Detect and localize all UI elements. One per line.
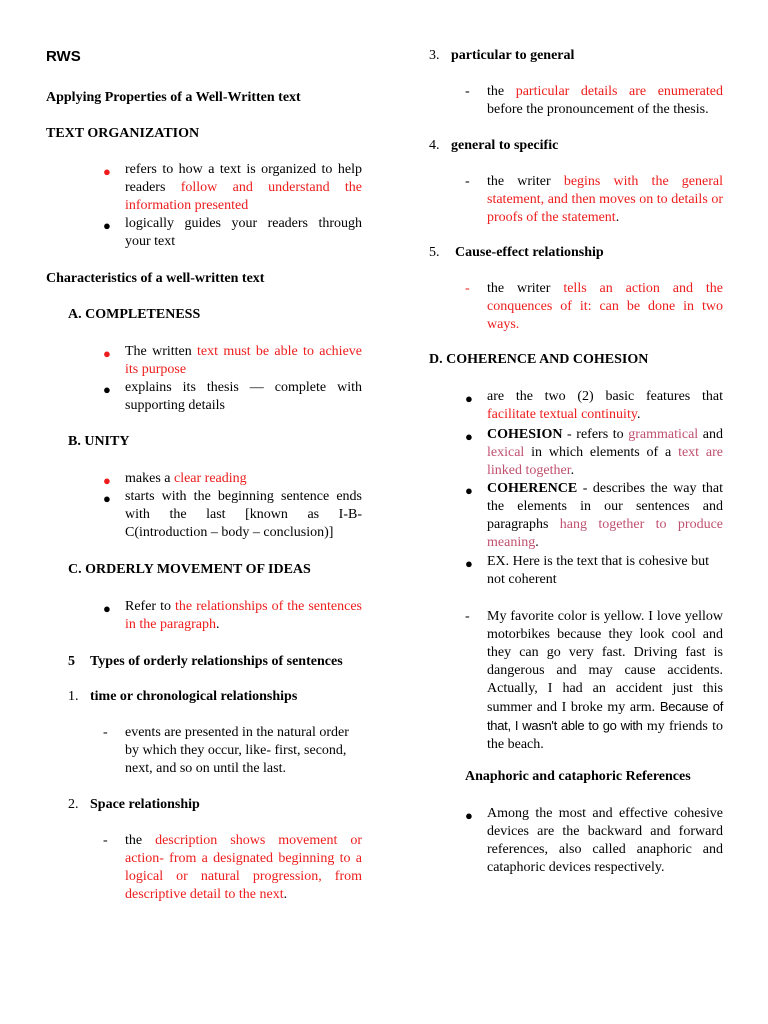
- orderly-bullet-1: Refer to the relationships of the sentences in the paragraph.: [125, 599, 362, 632]
- cohesion-bullet: COHESION - refers to grammatical and lexical in which elements of a text are linked together.: [487, 427, 724, 478]
- bullet-icon: ●: [465, 429, 473, 444]
- bullet-icon: ●: [103, 346, 111, 361]
- dash-icon: -: [103, 833, 108, 848]
- bullet-icon: ●: [103, 382, 111, 397]
- list-num-5: 5.: [429, 245, 440, 260]
- heading-anaphoric: Anaphoric and cataphoric References: [465, 769, 691, 784]
- heading-general-specific: general to specific: [451, 138, 559, 153]
- completeness-bullet-1: The written text must be able to achieve its purpose: [125, 344, 362, 377]
- types-num: 5: [68, 654, 75, 669]
- completeness-bullet-2: explains its thesis — complete with supporting details: [125, 380, 362, 413]
- unity-bullet-1: makes a clear reading: [125, 471, 247, 486]
- list-num-4: 4.: [429, 138, 440, 153]
- list-num-2: 2.: [68, 797, 79, 812]
- bullet-icon: ●: [103, 164, 111, 179]
- bullet-icon: ●: [103, 473, 111, 488]
- heading-space-relationship: Space relationship: [90, 797, 200, 812]
- bullet-icon: ●: [103, 491, 111, 506]
- heading-cause-effect: Cause-effect relationship: [455, 245, 604, 260]
- unity-bullet-2: starts with the beginning sentence ends with the last [known as I-B-C(introduction – body – conclusion)]: [125, 489, 362, 540]
- bullet-icon: ●: [103, 601, 111, 616]
- cause-effect-body: the writer tells an action and the conquences of it: can be done in two ways.: [487, 281, 723, 332]
- doc-subtitle: Applying Properties of a Well-Written text: [46, 90, 301, 105]
- heading-orderly-movement: C. ORDERLY MOVEMENT OF IDEAS: [68, 562, 311, 577]
- heading-completeness: A. COMPLETENESS: [68, 307, 201, 322]
- coherence-bullet-1: are the two (2) basic features that facilitate textual continuity.: [487, 389, 723, 422]
- heading-particular-general: particular to general: [451, 48, 575, 63]
- time-body: events are presented in the natural order by which they occur, like- first, second, next, and so on until the last.: [125, 725, 349, 776]
- bullet-icon: ●: [103, 218, 111, 233]
- dash-icon: -: [465, 609, 470, 624]
- anaphoric-bullet: Among the most and effective cohesive devices are the backward and forward references, also called anaphoric and cataphoric devices respectively.: [487, 806, 723, 875]
- doc-title-rws: RWS: [46, 48, 81, 65]
- bullet-icon: ●: [465, 808, 473, 823]
- bullet-icon: ●: [465, 391, 473, 406]
- general-body: the writer begins with the general statement, and then moves on to details or proofs of the statement.: [487, 174, 723, 225]
- dash-icon: -: [465, 281, 470, 296]
- example-intro: EX. Here is the text that is cohesive but not coherent: [487, 554, 709, 587]
- text-org-bullet-1: refers to how a text is organized to help readers follow and understand the information presented: [125, 162, 362, 213]
- particular-body: the particular details are enumerated before the pronouncement of the thesis.: [487, 84, 723, 117]
- heading-characteristics: Characteristics of a well-written text: [46, 271, 265, 286]
- bullet-icon: ●: [465, 483, 473, 498]
- heading-time-relationships: time or chronological relationships: [90, 689, 298, 704]
- dash-icon: -: [103, 725, 108, 740]
- text-org-bullet-2: logically guides your readers through your text: [125, 216, 362, 249]
- space-body: the description shows movement or action- from a designated beginning to a logical or natural progression, from descriptive detail to the next.: [125, 833, 362, 902]
- dash-icon: -: [465, 84, 470, 99]
- heading-unity: B. UNITY: [68, 434, 130, 449]
- list-num-1: 1.: [68, 689, 79, 704]
- bullet-icon: ●: [465, 556, 473, 571]
- heading-coherence-cohesion: D. COHERENCE AND COHESION: [429, 352, 649, 367]
- heading-text-organization: TEXT ORGANIZATION: [46, 126, 200, 141]
- heading-types: Types of orderly relationships of sentences: [90, 654, 343, 669]
- coherence-bullet: COHERENCE - describes the way that the elements in our sentences and paragraphs hang together to produce meaning.: [487, 481, 723, 550]
- list-num-3: 3.: [429, 48, 440, 63]
- example-text: My favorite color is yellow. I love yellow motorbikes because they look cool and they can go very fast. Driving fast is dangerous and may cause accidents. Actually, I had an accident just this summer and I broke my arm. Because of that, I wasn't able to go with my friends to the beach.: [487, 609, 724, 752]
- dash-icon: -: [465, 174, 470, 189]
